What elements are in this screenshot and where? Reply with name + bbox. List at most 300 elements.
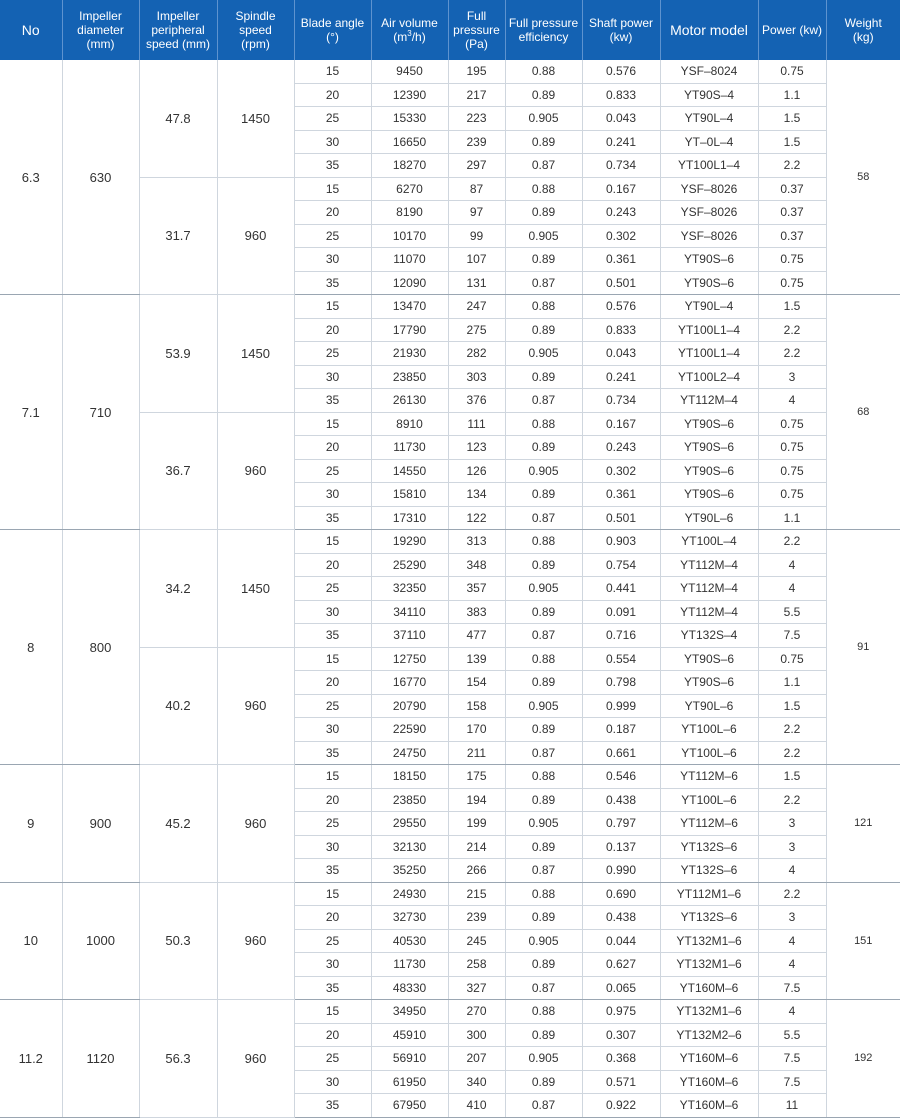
air-volume-cell: 34950: [371, 1000, 448, 1024]
full-pressure-cell: 211: [448, 741, 505, 765]
power-cell: 4: [758, 929, 826, 953]
full-pressure-cell: 158: [448, 694, 505, 718]
full-pressure-cell: 239: [448, 906, 505, 930]
motor-model-cell: YT90S–6: [660, 671, 758, 695]
peripheral-speed-cell: 34.2: [139, 530, 217, 648]
impeller-diameter-cell: 1000: [62, 882, 139, 1000]
efficiency-cell: 0.89: [505, 835, 582, 859]
shaft-power-cell: 0.065: [582, 976, 660, 1000]
air-volume-cell: 19290: [371, 530, 448, 554]
power-cell: 7.5: [758, 1047, 826, 1071]
shaft-power-cell: 0.438: [582, 788, 660, 812]
power-cell: 2.2: [758, 530, 826, 554]
efficiency-cell: 0.87: [505, 154, 582, 178]
peripheral-speed-cell: 56.3: [139, 1000, 217, 1118]
air-volume-cell: 48330: [371, 976, 448, 1000]
weight-cell: 68: [826, 295, 900, 530]
power-cell: 0.75: [758, 436, 826, 460]
efficiency-cell: 0.88: [505, 412, 582, 436]
full-pressure-cell: 477: [448, 624, 505, 648]
shaft-power-cell: 0.441: [582, 577, 660, 601]
air-volume-cell: 32730: [371, 906, 448, 930]
power-cell: 2.2: [758, 342, 826, 366]
motor-model-cell: YT160M–6: [660, 1094, 758, 1118]
full-pressure-cell: 340: [448, 1070, 505, 1094]
air-volume-cell: 67950: [371, 1094, 448, 1118]
spindle-speed-cell: 960: [217, 647, 294, 765]
motor-model-cell: YT100L2–4: [660, 365, 758, 389]
shaft-power-cell: 0.243: [582, 201, 660, 225]
air-volume-cell: 15330: [371, 107, 448, 131]
air-volume-cell: 8910: [371, 412, 448, 436]
model-no-cell: 8: [0, 530, 62, 765]
peripheral-speed-cell: 47.8: [139, 60, 217, 177]
full-pressure-cell: 383: [448, 600, 505, 624]
full-pressure-cell: 195: [448, 60, 505, 83]
shaft-power-cell: 0.690: [582, 882, 660, 906]
table-row: [0, 882, 900, 906]
spindle-speed-cell: 1450: [217, 60, 294, 177]
full-pressure-cell: 223: [448, 107, 505, 131]
shaft-power-cell: 0.999: [582, 694, 660, 718]
efficiency-cell: 0.87: [505, 506, 582, 530]
blade-angle-cell: 20: [294, 201, 371, 225]
power-cell: 0.75: [758, 248, 826, 272]
header-full-pressure-efficiency: Full pressure efficiency: [505, 0, 582, 60]
efficiency-cell: 0.88: [505, 647, 582, 671]
full-pressure-cell: 247: [448, 295, 505, 319]
blade-angle-cell: 25: [294, 459, 371, 483]
power-cell: 4: [758, 553, 826, 577]
shaft-power-cell: 0.361: [582, 248, 660, 272]
blade-angle-cell: 35: [294, 506, 371, 530]
efficiency-cell: 0.905: [505, 1047, 582, 1071]
power-cell: 1.5: [758, 107, 826, 131]
power-cell: 0.75: [758, 647, 826, 671]
motor-model-cell: YT90L–4: [660, 295, 758, 319]
shaft-power-cell: 0.361: [582, 483, 660, 507]
motor-model-cell: YT160M–6: [660, 1070, 758, 1094]
shaft-power-cell: 0.554: [582, 647, 660, 671]
full-pressure-cell: 175: [448, 765, 505, 789]
blade-angle-cell: 25: [294, 1047, 371, 1071]
air-volume-cell: 45910: [371, 1023, 448, 1047]
air-volume-cell: 6270: [371, 177, 448, 201]
power-cell: 1.5: [758, 694, 826, 718]
blade-angle-cell: 25: [294, 694, 371, 718]
power-cell: 1.5: [758, 765, 826, 789]
blade-angle-cell: 30: [294, 835, 371, 859]
motor-model-cell: YT132S–6: [660, 906, 758, 930]
motor-model-cell: YT100L–6: [660, 788, 758, 812]
blade-angle-cell: 35: [294, 389, 371, 413]
efficiency-cell: 0.905: [505, 342, 582, 366]
weight-cell: 91: [826, 530, 900, 765]
spindle-speed-cell: 960: [217, 177, 294, 295]
peripheral-speed-cell: 36.7: [139, 412, 217, 530]
motor-model-cell: YT112M–4: [660, 389, 758, 413]
motor-model-cell: YT90S–6: [660, 483, 758, 507]
efficiency-cell: 0.89: [505, 483, 582, 507]
full-pressure-cell: 245: [448, 929, 505, 953]
peripheral-speed-cell: 45.2: [139, 765, 217, 883]
full-pressure-cell: 357: [448, 577, 505, 601]
full-pressure-cell: 303: [448, 365, 505, 389]
efficiency-cell: 0.87: [505, 859, 582, 883]
air-volume-cell: 29550: [371, 812, 448, 836]
power-cell: 0.37: [758, 201, 826, 225]
blade-angle-cell: 15: [294, 295, 371, 319]
blade-angle-cell: 30: [294, 1070, 371, 1094]
efficiency-cell: 0.88: [505, 295, 582, 319]
blade-angle-cell: 15: [294, 177, 371, 201]
power-cell: 1.5: [758, 295, 826, 319]
full-pressure-cell: 170: [448, 718, 505, 742]
blade-angle-cell: 30: [294, 718, 371, 742]
power-cell: 1.1: [758, 506, 826, 530]
shaft-power-cell: 0.734: [582, 154, 660, 178]
full-pressure-cell: 215: [448, 882, 505, 906]
air-volume-cell: 18150: [371, 765, 448, 789]
power-cell: 0.37: [758, 177, 826, 201]
motor-model-cell: YT100L–4: [660, 530, 758, 554]
impeller-diameter-cell: 1120: [62, 1000, 139, 1118]
table-header: [0, 0, 900, 60]
spindle-speed-cell: 960: [217, 412, 294, 530]
motor-model-cell: YT160M–6: [660, 1047, 758, 1071]
blade-angle-cell: 20: [294, 553, 371, 577]
header-row: [0, 0, 900, 60]
blade-angle-cell: 20: [294, 906, 371, 930]
power-cell: 1.1: [758, 671, 826, 695]
air-volume-cell: 18270: [371, 154, 448, 178]
table-row: [0, 765, 900, 789]
power-cell: 4: [758, 1000, 826, 1024]
air-volume-cell: 35250: [371, 859, 448, 883]
model-no-cell: 11.2: [0, 1000, 62, 1118]
shaft-power-cell: 0.922: [582, 1094, 660, 1118]
shaft-power-cell: 0.798: [582, 671, 660, 695]
blade-angle-cell: 25: [294, 929, 371, 953]
efficiency-cell: 0.905: [505, 694, 582, 718]
blade-angle-cell: 30: [294, 953, 371, 977]
full-pressure-cell: 297: [448, 154, 505, 178]
blade-angle-cell: 35: [294, 154, 371, 178]
power-cell: 1.5: [758, 130, 826, 154]
motor-model-cell: YSF–8026: [660, 177, 758, 201]
air-volume-cell: 23850: [371, 788, 448, 812]
header-motor-model: Motor model: [660, 0, 758, 60]
efficiency-cell: 0.89: [505, 201, 582, 225]
air-volume-cell: 26130: [371, 389, 448, 413]
air-volume-cell: 16770: [371, 671, 448, 695]
motor-model-cell: YT100L1–4: [660, 318, 758, 342]
air-volume-cell: 10170: [371, 224, 448, 248]
air-volume-cell: 24930: [371, 882, 448, 906]
shaft-power-cell: 0.571: [582, 1070, 660, 1094]
air-volume-cell: 23850: [371, 365, 448, 389]
power-cell: 4: [758, 389, 826, 413]
efficiency-cell: 0.89: [505, 318, 582, 342]
air-volume-cell: 25290: [371, 553, 448, 577]
power-cell: 7.5: [758, 624, 826, 648]
power-cell: 3: [758, 906, 826, 930]
blade-angle-cell: 15: [294, 882, 371, 906]
power-cell: 3: [758, 835, 826, 859]
shaft-power-cell: 0.990: [582, 859, 660, 883]
power-cell: 0.75: [758, 483, 826, 507]
model-no-cell: 7.1: [0, 295, 62, 530]
power-cell: 2.2: [758, 882, 826, 906]
blade-angle-cell: 20: [294, 671, 371, 695]
air-volume-cell: 56910: [371, 1047, 448, 1071]
power-cell: 0.75: [758, 459, 826, 483]
air-volume-cell: 17790: [371, 318, 448, 342]
table-row: [0, 530, 900, 554]
blade-angle-cell: 15: [294, 412, 371, 436]
shaft-power-cell: 0.716: [582, 624, 660, 648]
blade-angle-cell: 30: [294, 248, 371, 272]
air-volume-cell: 12750: [371, 647, 448, 671]
full-pressure-cell: 154: [448, 671, 505, 695]
full-pressure-cell: 217: [448, 83, 505, 107]
air-volume-cell: 17310: [371, 506, 448, 530]
model-no-cell: 10: [0, 882, 62, 1000]
peripheral-speed-cell: 31.7: [139, 177, 217, 295]
shaft-power-cell: 0.167: [582, 412, 660, 436]
motor-model-cell: YT132S–4: [660, 624, 758, 648]
shaft-power-cell: 0.307: [582, 1023, 660, 1047]
full-pressure-cell: 123: [448, 436, 505, 460]
table-body: [0, 60, 900, 1117]
full-pressure-cell: 97: [448, 201, 505, 225]
efficiency-cell: 0.88: [505, 882, 582, 906]
blade-angle-cell: 15: [294, 530, 371, 554]
shaft-power-cell: 0.576: [582, 295, 660, 319]
air-volume-cell: 22590: [371, 718, 448, 742]
motor-model-cell: YT132M2–6: [660, 1023, 758, 1047]
motor-model-cell: YT132S–6: [660, 859, 758, 883]
full-pressure-cell: 410: [448, 1094, 505, 1118]
shaft-power-cell: 0.241: [582, 130, 660, 154]
blade-angle-cell: 35: [294, 271, 371, 295]
table-row: [0, 1000, 900, 1024]
shaft-power-cell: 0.627: [582, 953, 660, 977]
efficiency-cell: 0.87: [505, 1094, 582, 1118]
power-cell: 5.5: [758, 600, 826, 624]
efficiency-cell: 0.88: [505, 1000, 582, 1024]
shaft-power-cell: 0.975: [582, 1000, 660, 1024]
motor-model-cell: YT100L1–4: [660, 154, 758, 178]
motor-model-cell: YT132M1–6: [660, 1000, 758, 1024]
spindle-speed-cell: 960: [217, 765, 294, 883]
shaft-power-cell: 0.501: [582, 506, 660, 530]
power-cell: 0.75: [758, 271, 826, 295]
spindle-speed-cell: 1450: [217, 295, 294, 413]
blade-angle-cell: 35: [294, 624, 371, 648]
efficiency-cell: 0.88: [505, 765, 582, 789]
full-pressure-cell: 111: [448, 412, 505, 436]
shaft-power-cell: 0.043: [582, 342, 660, 366]
full-pressure-cell: 266: [448, 859, 505, 883]
full-pressure-cell: 194: [448, 788, 505, 812]
spindle-speed-cell: 960: [217, 1000, 294, 1118]
efficiency-cell: 0.89: [505, 1070, 582, 1094]
power-cell: 5.5: [758, 1023, 826, 1047]
motor-model-cell: YSF–8026: [660, 201, 758, 225]
power-cell: 0.75: [758, 412, 826, 436]
efficiency-cell: 0.905: [505, 224, 582, 248]
header-blade-angle: Blade angle (°): [294, 0, 371, 60]
full-pressure-cell: 300: [448, 1023, 505, 1047]
blade-angle-cell: 25: [294, 577, 371, 601]
impeller-diameter-cell: 630: [62, 60, 139, 295]
shaft-power-cell: 0.243: [582, 436, 660, 460]
efficiency-cell: 0.89: [505, 671, 582, 695]
efficiency-cell: 0.87: [505, 271, 582, 295]
full-pressure-cell: 131: [448, 271, 505, 295]
efficiency-cell: 0.905: [505, 577, 582, 601]
efficiency-cell: 0.905: [505, 812, 582, 836]
efficiency-cell: 0.88: [505, 177, 582, 201]
efficiency-cell: 0.905: [505, 459, 582, 483]
efficiency-cell: 0.87: [505, 624, 582, 648]
full-pressure-cell: 239: [448, 130, 505, 154]
shaft-power-cell: 0.044: [582, 929, 660, 953]
air-volume-cell: 20790: [371, 694, 448, 718]
full-pressure-cell: 376: [448, 389, 505, 413]
motor-model-cell: YT90S–6: [660, 271, 758, 295]
shaft-power-cell: 0.368: [582, 1047, 660, 1071]
air-volume-cell: 12090: [371, 271, 448, 295]
header-power: Power (kw): [758, 0, 826, 60]
motor-model-cell: YT90L–4: [660, 107, 758, 131]
air-volume-cell: 61950: [371, 1070, 448, 1094]
blade-angle-cell: 15: [294, 1000, 371, 1024]
shaft-power-cell: 0.833: [582, 83, 660, 107]
air-volume-cell: 11070: [371, 248, 448, 272]
power-cell: 2.2: [758, 154, 826, 178]
shaft-power-cell: 0.438: [582, 906, 660, 930]
efficiency-cell: 0.89: [505, 906, 582, 930]
power-cell: 11: [758, 1094, 826, 1118]
full-pressure-cell: 107: [448, 248, 505, 272]
air-volume-cell: 24750: [371, 741, 448, 765]
header-air-volume: Air volume $(m^3/h)$: [371, 0, 448, 60]
air-volume-cell: 8190: [371, 201, 448, 225]
power-cell: 2.2: [758, 318, 826, 342]
motor-model-cell: YT112M–4: [660, 577, 758, 601]
weight-cell: 192: [826, 1000, 900, 1118]
table-row: [0, 60, 900, 83]
full-pressure-cell: 313: [448, 530, 505, 554]
blade-angle-cell: 25: [294, 812, 371, 836]
power-cell: 2.2: [758, 718, 826, 742]
efficiency-cell: 0.87: [505, 976, 582, 1000]
blade-angle-cell: 25: [294, 342, 371, 366]
full-pressure-cell: 214: [448, 835, 505, 859]
model-no-cell: 6.3: [0, 60, 62, 295]
blade-angle-cell: 15: [294, 765, 371, 789]
air-volume-cell: 15810: [371, 483, 448, 507]
efficiency-cell: 0.89: [505, 553, 582, 577]
motor-model-cell: YT90L–6: [660, 694, 758, 718]
blade-angle-cell: 20: [294, 436, 371, 460]
air-volume-cell: 40530: [371, 929, 448, 953]
motor-model-cell: YT132M1–6: [660, 929, 758, 953]
motor-model-cell: YT90S–6: [660, 647, 758, 671]
motor-model-cell: YT160M–6: [660, 976, 758, 1000]
full-pressure-cell: 282: [448, 342, 505, 366]
blade-angle-cell: 30: [294, 483, 371, 507]
motor-model-cell: YT100L–6: [660, 718, 758, 742]
spindle-speed-cell: 960: [217, 882, 294, 1000]
blade-angle-cell: 20: [294, 318, 371, 342]
shaft-power-cell: 0.501: [582, 271, 660, 295]
blade-angle-cell: 35: [294, 859, 371, 883]
efficiency-cell: 0.87: [505, 389, 582, 413]
blade-angle-cell: 25: [294, 107, 371, 131]
power-cell: 3: [758, 365, 826, 389]
motor-model-cell: YSF–8024: [660, 60, 758, 83]
efficiency-cell: 0.905: [505, 929, 582, 953]
shaft-power-cell: 0.546: [582, 765, 660, 789]
air-volume-cell: 32130: [371, 835, 448, 859]
air-volume-cell: 12390: [371, 83, 448, 107]
motor-model-cell: YT100L–6: [660, 741, 758, 765]
shaft-power-cell: 0.167: [582, 177, 660, 201]
air-volume-cell: 16650: [371, 130, 448, 154]
full-pressure-cell: 139: [448, 647, 505, 671]
spindle-speed-cell: 1450: [217, 530, 294, 648]
efficiency-cell: 0.89: [505, 365, 582, 389]
shaft-power-cell: 0.833: [582, 318, 660, 342]
power-cell: 4: [758, 577, 826, 601]
efficiency-cell: 0.89: [505, 718, 582, 742]
full-pressure-cell: 327: [448, 976, 505, 1000]
impeller-diameter-cell: 900: [62, 765, 139, 883]
full-pressure-cell: 87: [448, 177, 505, 201]
shaft-power-cell: 0.187: [582, 718, 660, 742]
full-pressure-cell: 126: [448, 459, 505, 483]
shaft-power-cell: 0.241: [582, 365, 660, 389]
efficiency-cell: 0.89: [505, 788, 582, 812]
peripheral-speed-cell: 50.3: [139, 882, 217, 1000]
blade-angle-cell: 20: [294, 788, 371, 812]
blade-angle-cell: 35: [294, 1094, 371, 1118]
shaft-power-cell: 0.091: [582, 600, 660, 624]
full-pressure-cell: 134: [448, 483, 505, 507]
motor-model-cell: YT90L–6: [660, 506, 758, 530]
full-pressure-cell: 207: [448, 1047, 505, 1071]
motor-model-cell: YT100L1–4: [660, 342, 758, 366]
blade-angle-cell: 15: [294, 60, 371, 83]
air-volume-cell: 9450: [371, 60, 448, 83]
table-row: [0, 295, 900, 319]
power-cell: 2.2: [758, 788, 826, 812]
power-cell: 3: [758, 812, 826, 836]
full-pressure-cell: 270: [448, 1000, 505, 1024]
power-cell: 0.75: [758, 60, 826, 83]
motor-model-cell: YT90S–6: [660, 412, 758, 436]
shaft-power-cell: 0.797: [582, 812, 660, 836]
shaft-power-cell: 0.137: [582, 835, 660, 859]
full-pressure-cell: 348: [448, 553, 505, 577]
efficiency-cell: 0.89: [505, 1023, 582, 1047]
blade-angle-cell: 20: [294, 83, 371, 107]
power-cell: 0.37: [758, 224, 826, 248]
motor-model-cell: YT–0L–4: [660, 130, 758, 154]
